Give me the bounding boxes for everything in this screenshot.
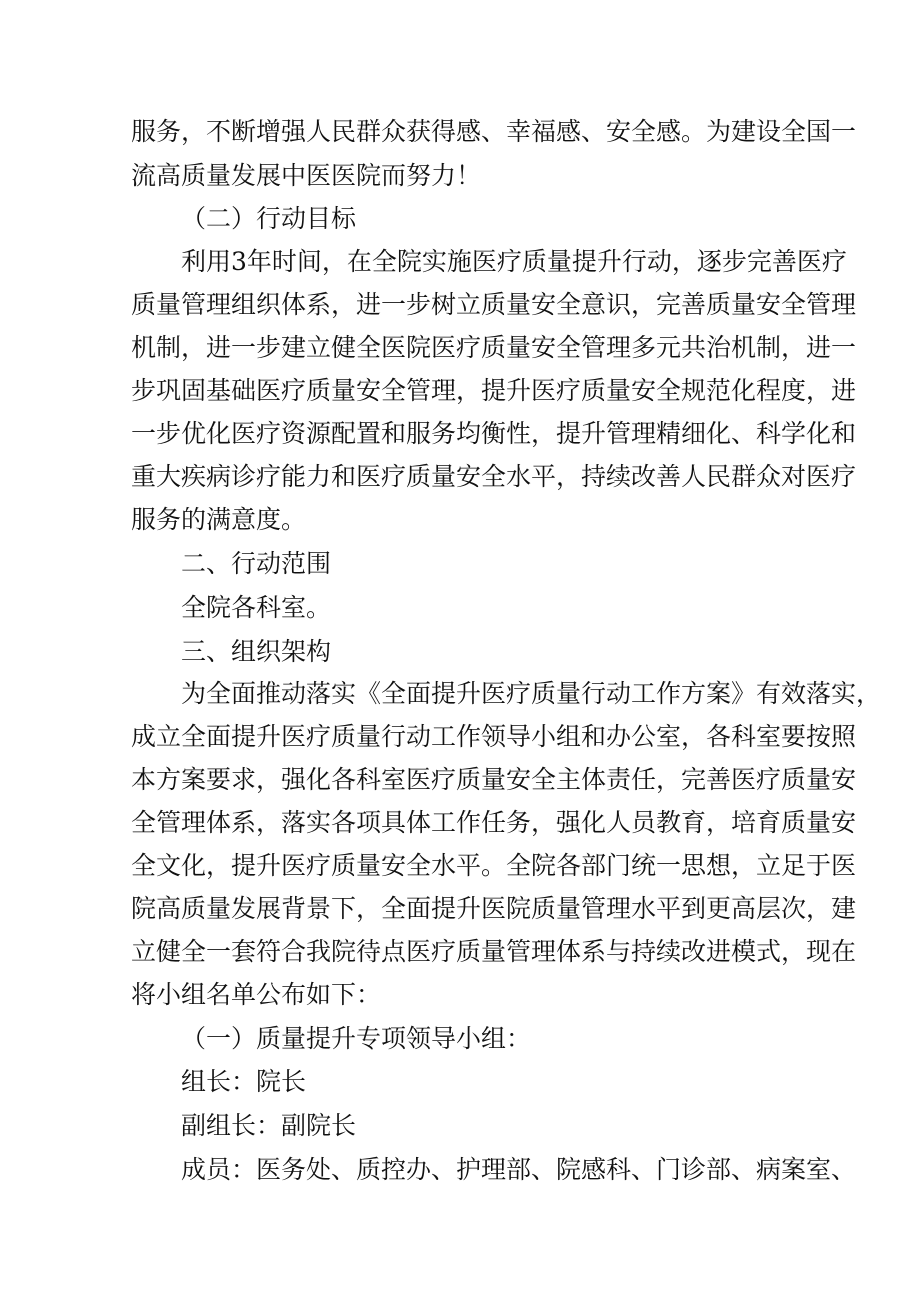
section-heading-org: 三、组织架构 bbox=[181, 637, 332, 666]
leader-line: 组长：院长 bbox=[181, 1067, 307, 1096]
deputy-leader-line: 副组长：副院长 bbox=[181, 1111, 357, 1140]
section-subheading: （一）质量提升专项领导小组： bbox=[181, 1024, 532, 1053]
section-subheading: （二）行动目标 bbox=[181, 204, 357, 233]
paragraph-line: 为全面推动落实《全面提升医疗质量行动工作方案》有效落实， bbox=[181, 679, 882, 708]
paragraph-line: 全管理体系，落实各项具体工作任务，强化人员教育，培育质量安 bbox=[131, 808, 857, 837]
paragraph-line: 服务，不断增强人民群众获得感、幸福感、安全感。为建设全国一 bbox=[131, 117, 857, 146]
paragraph-line: 本方案要求，强化各科室医疗质量安全主体责任，完善医疗质量安 bbox=[131, 765, 857, 794]
paragraph-line: 机制，进一步建立健全医院医疗质量安全管理多元共治机制，进一 bbox=[131, 333, 857, 362]
paragraph-line: 一步优化医疗资源配置和服务均衡性，提升管理精细化、科学化和 bbox=[131, 419, 857, 448]
paragraph-line: 院高质量发展背景下，全面提升医院质量管理水平到更高层次，建 bbox=[131, 894, 857, 923]
scope-text: 全院各科室。 bbox=[181, 593, 332, 622]
paragraph-line: 全文化，提升医疗质量安全水平。全院各部门统一思想，立足于医 bbox=[131, 851, 857, 880]
paragraph-line: 服务的满意度。 bbox=[131, 505, 307, 534]
paragraph-line: 步巩固基础医疗质量安全管理，提升医疗质量安全规范化程度，进 bbox=[131, 376, 857, 405]
paragraph-line: 流高质量发展中医医院而努力！ bbox=[131, 161, 482, 190]
paragraph-line: 将小组名单公布如下： bbox=[131, 980, 382, 1009]
members-line: 成员：医务处、质控办、护理部、院感科、门诊部、病案室、 bbox=[181, 1155, 857, 1184]
paragraph-line: 成立全面提升医疗质量行动工作领导小组和办公室，各科室要按照 bbox=[131, 722, 857, 751]
section-heading-scope: 二、行动范围 bbox=[181, 549, 332, 578]
paragraph-line: 利用3年时间，在全院实施医疗质量提升行动，逐步完善医疗 bbox=[181, 247, 847, 276]
paragraph-line: 质量管理组织体系，进一步树立质量安全意识，完善质量安全管理 bbox=[131, 290, 857, 319]
paragraph-line: 立健全一套符合我院待点医疗质量管理体系与持续改进模式，现在 bbox=[131, 937, 857, 966]
paragraph-line: 重大疾病诊疗能力和医疗质量安全水平，持续改善人民群众对医疗 bbox=[131, 462, 857, 491]
